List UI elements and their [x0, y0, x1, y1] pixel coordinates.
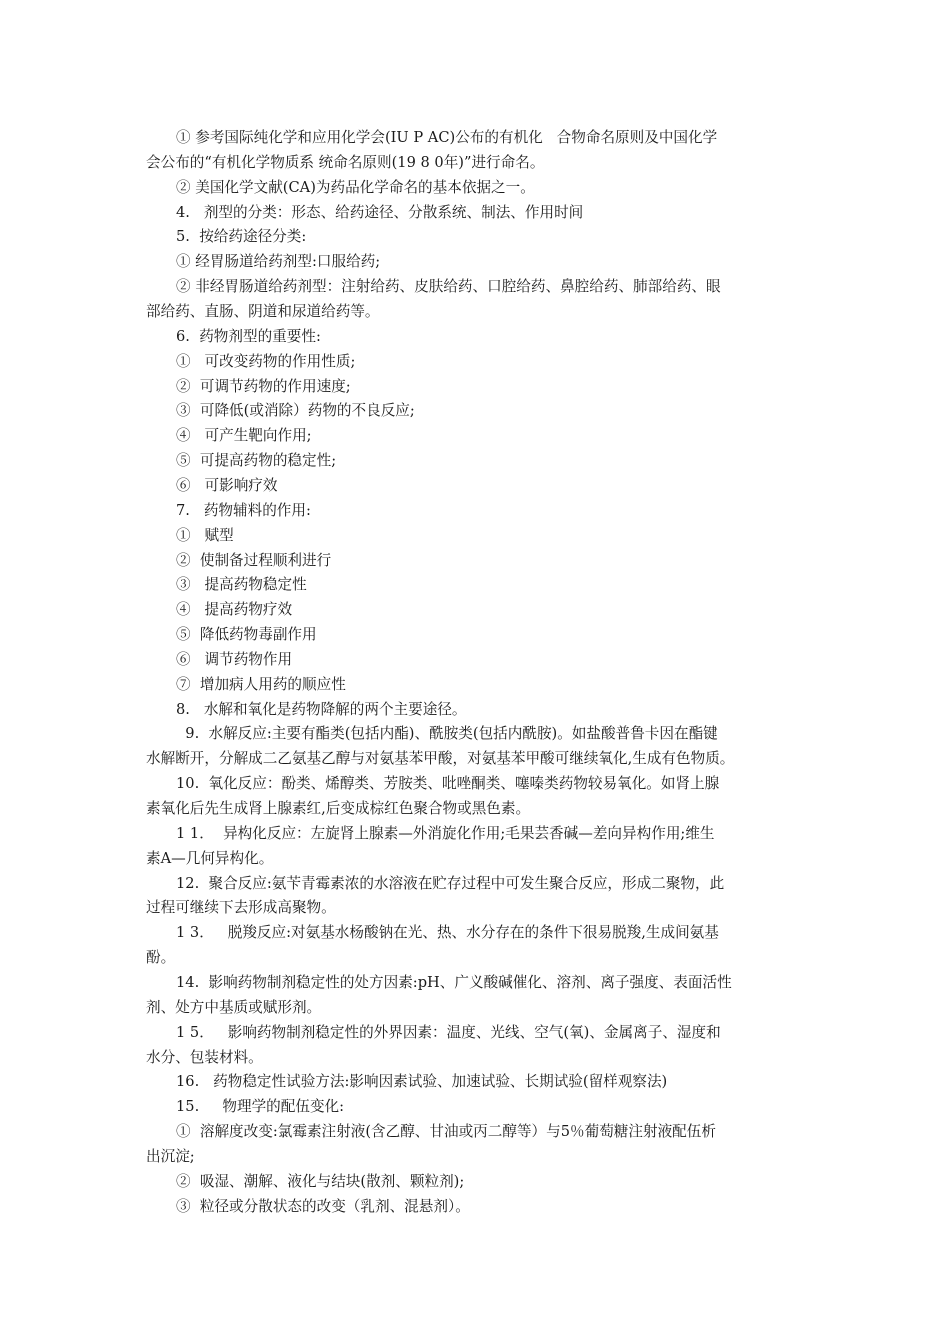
- text-line: 1 1． 异构化反应：左旋肾上腺素—外消旋化作用;毛果芸香碱—差向异构作用;维生: [176, 824, 715, 842]
- text-line: ② 非经胃肠道给药剂型：注射给药、皮肤给药、口腔给药、鼻腔给药、肺部给药、眼: [176, 278, 721, 296]
- text-line: ② 使制备过程顺利进行: [176, 551, 332, 569]
- text-line: 1 3． 脱羧反应:对氨基水杨酸钠在光、热、水分存在的条件下很易脱羧,生成间氨基: [176, 924, 719, 942]
- text-line: ④ 提高药物疗效: [176, 601, 293, 619]
- text-line: 酚。: [146, 949, 176, 967]
- text-line: 剂、处方中基质或赋形剂。: [146, 998, 322, 1016]
- text-line: 10. 氧化反应：酚类、烯醇类、芳胺类、吡唑酮类、噻嗪类药物较易氧化。如肾上腺: [176, 775, 720, 793]
- text-line: 9. 水解反应:主要有酯类(包括内酯)、酰胺类(包括内酰胺)。如盐酸普鲁卡因在酯键: [176, 725, 718, 743]
- text-line: 部给药、直肠、阴道和尿道给药等。: [146, 303, 380, 320]
- text-line: 7. 药物辅料的作用:: [176, 501, 311, 519]
- text-line: ① 经胃肠道给药剂型:口服给药;: [176, 253, 381, 271]
- text-line: ③ 提高药物稳定性: [176, 576, 307, 594]
- text-line: 水解断开，分解成二乙氨基乙醇与对氨基苯甲酸，对氨基苯甲酸可继续氧化,生成有色物质。: [146, 750, 735, 768]
- text-line: ⑤ 可提高药物的稳定性;: [176, 452, 337, 470]
- text-line: 8. 水解和氧化是药物降解的两个主要途径。: [176, 700, 467, 718]
- text-line: 14. 影响药物制剂稳定性的处方因素:pH、广义酸碱催化、溶剂、离子强度、表面活性: [176, 973, 732, 991]
- text-line: 12. 聚合反应:氨苄青霉素浓的水溶液在贮存过程中可发生聚合反应，形成二聚物，此: [176, 874, 725, 892]
- text-line: 出沉淀;: [146, 1147, 195, 1165]
- text-line: ⑦ 增加病人用药的顺应性: [176, 675, 346, 693]
- text-line: 5. 按给药途径分类:: [176, 228, 307, 246]
- text-line: ③ 粒径或分散状态的改变（乳剂、混悬剂）。: [176, 1197, 470, 1215]
- text-line: ① 可改变药物的作用性质;: [176, 352, 356, 370]
- text-line: ① 溶解度改变:氯霉素注射液(含乙醇、甘油或丙二醇等）与5％葡萄糖注射液配伍析: [176, 1123, 716, 1140]
- text-line: ③ 可降低(或消除）药物的不良反应;: [176, 402, 415, 420]
- text-line: ② 可调节药物的作用速度;: [176, 377, 351, 395]
- text-line: ⑥ 可影响疗效: [176, 476, 278, 494]
- text-line: 4. 剂型的分类：形态、给药途径、分散系统、制法、作用时间: [176, 203, 584, 221]
- text-line: 会公布的“有机化学物质系 统命名原则(19 8 0年)”进行命名。: [146, 153, 545, 171]
- text-line: ④ 可产生靶向作用;: [176, 427, 312, 445]
- text-line: ① 参考国际纯化学和应用化学会(IU P AC)公布的有机化 合物命名原则及中国化学: [176, 129, 718, 146]
- text-line: ② 吸湿、潮解、液化与结块(散剂、颗粒剂);: [176, 1172, 465, 1190]
- text-line: 1 5． 影响药物制剂稳定性的外界因素：温度、光线、空气(氧)、金属离子、湿度和: [176, 1023, 721, 1041]
- text-line: ⑥ 调节药物作用: [176, 650, 293, 668]
- text-line: 素氧化后先生成肾上腺素红,后变成棕红色聚合物或黑色素。: [146, 800, 531, 817]
- text-line: 15. 物理学的配伍变化:: [176, 1098, 345, 1116]
- text-line: 素A—几何异构化。: [146, 849, 274, 867]
- text-line: ② 美国化学文献(CA)为药品化学命名的基本依据之一。: [176, 178, 535, 196]
- text-line: ① 赋型: [176, 526, 234, 544]
- text-line: 水分、包装材料。: [146, 1048, 263, 1066]
- text-line: ⑤ 降低药物毒副作用: [176, 626, 317, 643]
- text-line: 6. 药物剂型的重要性:: [176, 327, 321, 345]
- text-line: 过程可继续下去形成高聚物。: [146, 899, 336, 917]
- text-line: 16. 药物稳定性试验方法:影响因素试验、加速试验、长期试验(留样观察法): [176, 1073, 668, 1091]
